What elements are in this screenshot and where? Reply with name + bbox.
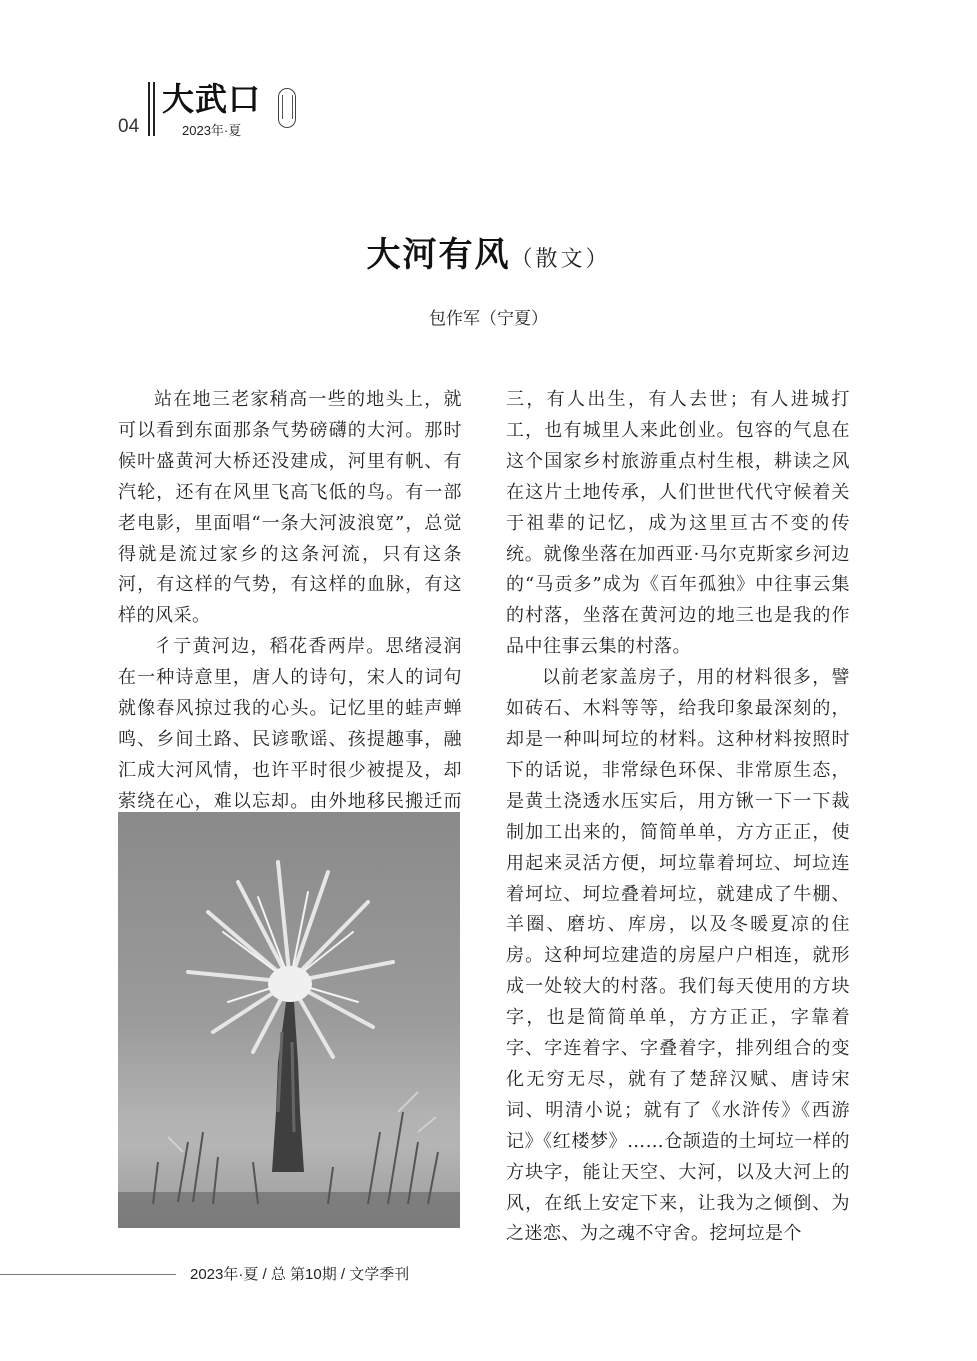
issue-date: 2023年·夏 [182,123,242,138]
paragraph: 站在地三老家稍高一些的地头上，就可以看到东面那条气势磅礴的大河。那时候叶盛黄河大桥还没建成，河里有帆、有汽轮，还有在风里飞高飞低的鸟。有一部老电影，里面唱“一条大河波浪宽”，总觉得就是流过家乡的这条河流，只有这条河，有这样的气势，有这样的血脉，有这样的风采。 [118,389,462,627]
article-author: 包作军（宁夏） [429,309,548,329]
paragraph: 以前老家盖房子，用的材料很多，譬如砖石、木料等等，给我印象最深刻的，却是一种叫坷垃的材料。这种材料按照时下的话说，非常绿色环保、非常原生态，是黄土浇透水压实后，用方锹一下一下裁制加工出来的，简简单单，方方正正，使用起来灵活方便，坷垃靠着坷垃、坷垃连着坷垃、坷垃叠着坷垃，就建成了牛棚、羊圈、磨坊、库房，以及冬暖夏凉的住房。这种坷垃建造的房屋户户相连，就形成一处较大的村落。我们每天使用的方块字，也是简简单单，方方正正，字靠着字、字连着字、字叠着字，排列组合的变化无穷无尽，就有了楚辞汉赋、唐诗宋词、明清小说；就有了《水浒传》《西游记》《红楼梦》……仓颉造的土坷垃一样的方块字，能让天空、大河，以及大河上的风，在纸上安定下来，让我为之倾倒、为之迷恋、为之魂不守舍。挖坷垃是个 [506,667,850,1245]
magazine-name: 大武口 [162,80,262,118]
article-genre: （散文） [510,247,611,272]
footer-issue-info: 2023年·夏 / 总 第10期 / 文学季刊 [190,1266,410,1283]
left-column [118,385,462,849]
page-number: 04 [118,116,140,137]
paragraph: 三，有人出生，有人去世；有人进城打工，也有城里人来此创业。包容的气息在这个国家乡村旅游重点村生根，耕读之风在这片土地传承，人们世世代代守候着关于祖辈的记忆，成为这里亘古不变的传统。就像坐落在加西亚·马尔克斯家乡河边的“马贡多”成为《百年孤独》中往事云集的村落，坐落在黄河边的地三也是我的作品中往事云集的村落。 [506,389,850,658]
article-title-block [0,227,977,276]
seal-icon [278,88,296,128]
masthead-divider [148,82,150,136]
palm-painting-illustration [118,812,460,1228]
article-title: 大河有风 [366,235,511,275]
right-column [506,385,850,1250]
masthead-divider [153,82,155,136]
masthead [118,80,318,140]
paragraph: 彳亍黄河边，稻花香两岸。思绪浸润在一种诗意里，唐人的诗句，宋人的词句就像春风掠过我的心头。记忆里的蛙声蝉鸣、乡间土路、民谚歌谣、孩提趣事，融汇成大河风情，也许平时很少被提及，却萦绕在心，难以忘却。由外地移民搬迁而 [118,636,462,812]
footer-rule [0,1274,176,1275]
